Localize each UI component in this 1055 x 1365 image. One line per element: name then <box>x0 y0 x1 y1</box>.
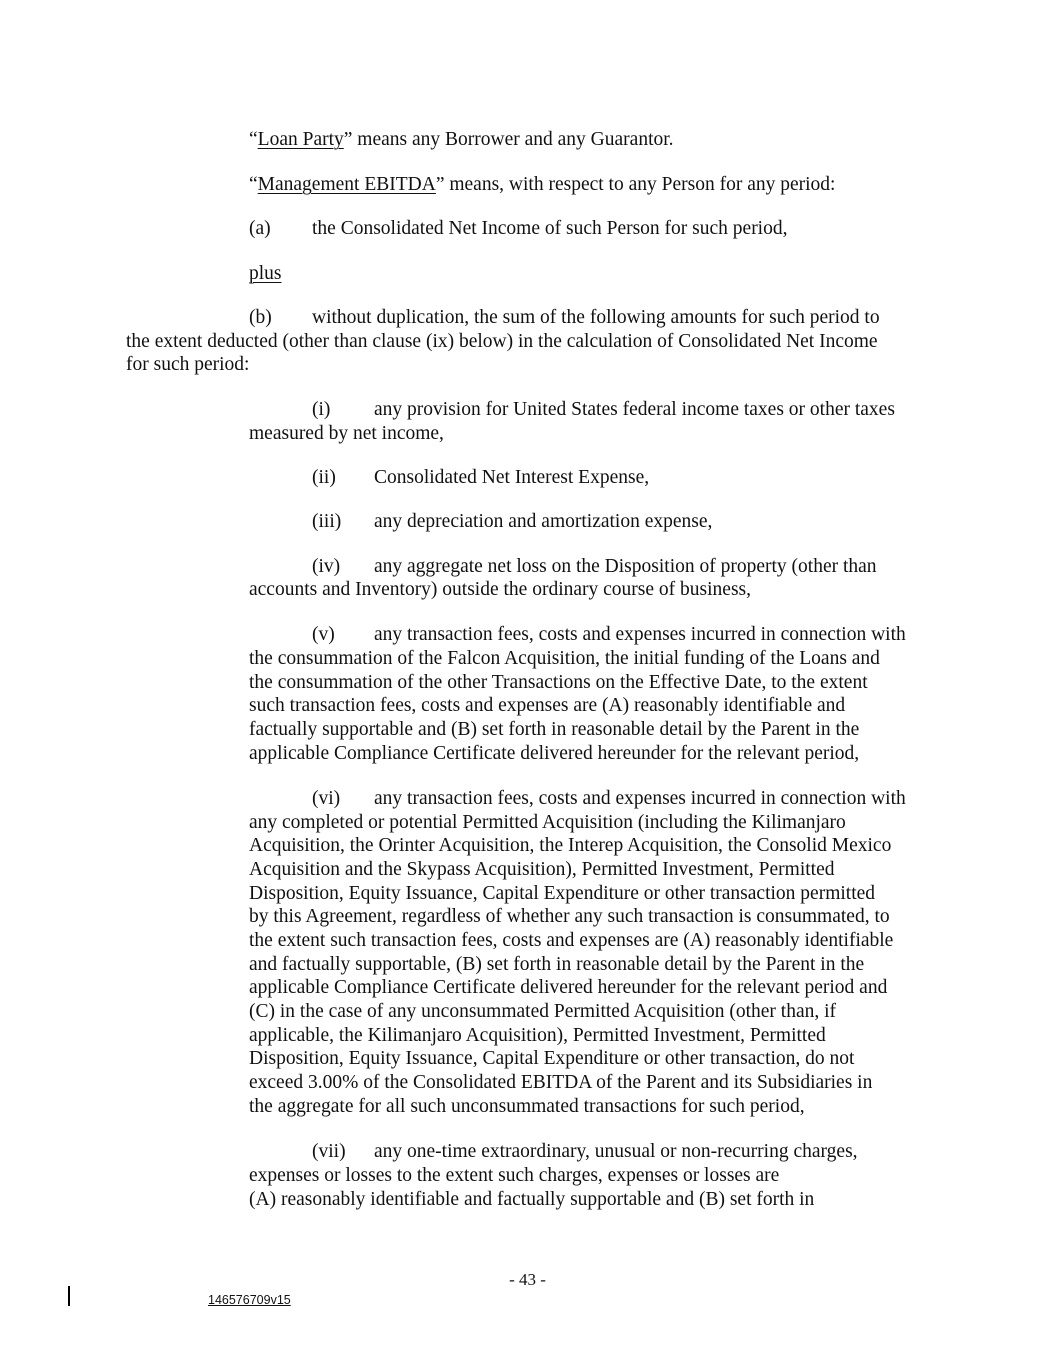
item-v-line: the consummation of the Falcon Acquisition, the initial funding of the Loans and <box>249 648 880 669</box>
item-vii-line-1: any one-time extraordinary, unusual or non-recurring charges, <box>374 1141 858 1162</box>
plus-connector <box>249 262 282 286</box>
item-vi-label: (vi) <box>312 788 341 809</box>
clause-a-label: (a) <box>249 218 271 239</box>
item-vi-line: the aggregate for all such unconsummated transactions for such period, <box>249 1096 805 1117</box>
item-vi-line: Disposition, Equity Issuance, Capital Expenditure or other transaction permitted <box>249 883 876 904</box>
definition-management-ebitda <box>249 173 835 197</box>
open-quote: “ <box>249 174 258 195</box>
item-i-label: (i) <box>312 399 331 420</box>
definition-management-ebitda-text: ” means, with respect to any Person for any period: <box>435 174 836 195</box>
item-vi-line: the extent such transaction fees, costs and expenses are (A) reasonably identifiable <box>249 930 894 951</box>
item-vi-line: any completed or potential Permitted Acquisition (including the Kilimanjaro <box>249 812 846 833</box>
open-quote: “ <box>249 129 258 150</box>
item-iv-line-1: any aggregate net loss on the Disposition of property (other than <box>374 556 877 577</box>
item-i-line-1: any provision for United States federal income taxes or other taxes <box>374 399 895 420</box>
definition-loan-party <box>249 128 674 152</box>
item-iii-label: (iii) <box>312 511 342 532</box>
clause-b-line-2: the extent deducted (other than clause (ix) below) in the calculation of Consolidated Net Income <box>126 331 878 352</box>
item-v-line: factually supportable and (B) set forth in reasonable detail by the Parent in the <box>249 719 860 740</box>
item-vii-line: expenses or losses to the extent such charges, expenses or losses are <box>249 1165 780 1186</box>
definition-loan-party-text: ” means any Borrower and any Guarantor. <box>343 129 674 150</box>
item-iii-text: any depreciation and amortization expense, <box>374 511 713 532</box>
item-vi-line-1: any transaction fees, costs and expenses incurred in connection with <box>374 788 906 809</box>
item-vi-line: (C) in the case of any unconsummated Permitted Acquisition (other than, if <box>249 1001 837 1022</box>
item-ii-text: Consolidated Net Interest Expense, <box>374 467 650 488</box>
item-vi-line: Disposition, Equity Issuance, Capital Expenditure or other transaction, do not <box>249 1048 855 1069</box>
page-number: - 43 - <box>509 1270 546 1289</box>
item-vi-line: Acquisition and the Skypass Acquisition), Permitted Investment, Permitted <box>249 859 835 880</box>
item-vii-label: (vii) <box>312 1141 346 1162</box>
item-i-line-2: measured by net income, <box>249 423 444 444</box>
item-vi-line: by this Agreement, regardless of whether any such transaction is consummated, to <box>249 906 890 927</box>
clause-b-line-1: without duplication, the sum of the following amounts for such period to <box>312 307 880 328</box>
item-v-label: (v) <box>312 624 335 645</box>
clause-b-line-3: for such period: <box>126 354 250 375</box>
plus-word: plus <box>249 263 282 284</box>
item-v-line: the consummation of the other Transactions on the Effective Date, to the extent <box>249 672 868 693</box>
item-vi-line: exceed 3.00% of the Consolidated EBITDA of the Parent and its Subsidiaries in <box>249 1072 873 1093</box>
document-id: 146576709v15 <box>208 1293 291 1307</box>
item-vi-line: applicable Compliance Certificate delivered hereunder for the relevant period and <box>249 977 888 998</box>
item-vi-line: and factually supportable, (B) set forth in reasonable detail by the Parent in the <box>249 954 865 975</box>
item-iv-label: (iv) <box>312 556 341 577</box>
item-vi-line: Acquisition, the Orinter Acquisition, the Interep Acquisition, the Consolid Mexico <box>249 835 892 856</box>
item-v-line: such transaction fees, costs and expenses are (A) reasonably identifiable and <box>249 695 846 716</box>
item-vii-line: (A) reasonably identifiable and factually supportable and (B) set forth in <box>249 1189 815 1210</box>
defined-term-loan-party: Loan Party <box>257 129 344 150</box>
item-vi-line: applicable, the Kilimanjaro Acquisition), Permitted Investment, Permitted <box>249 1025 826 1046</box>
item-v-line-1: any transaction fees, costs and expenses incurred in connection with <box>374 624 906 645</box>
clause-b-label: (b) <box>249 307 272 328</box>
revision-bar <box>68 1286 70 1306</box>
clause-a-text: the Consolidated Net Income of such Person for such period, <box>312 218 788 239</box>
item-iv-line-2: accounts and Inventory) outside the ordinary course of business, <box>249 579 751 600</box>
item-v-line: applicable Compliance Certificate delivered hereunder for the relevant period, <box>249 743 860 764</box>
item-ii-label: (ii) <box>312 467 336 488</box>
defined-term-management-ebitda: Management EBITDA <box>257 174 436 195</box>
